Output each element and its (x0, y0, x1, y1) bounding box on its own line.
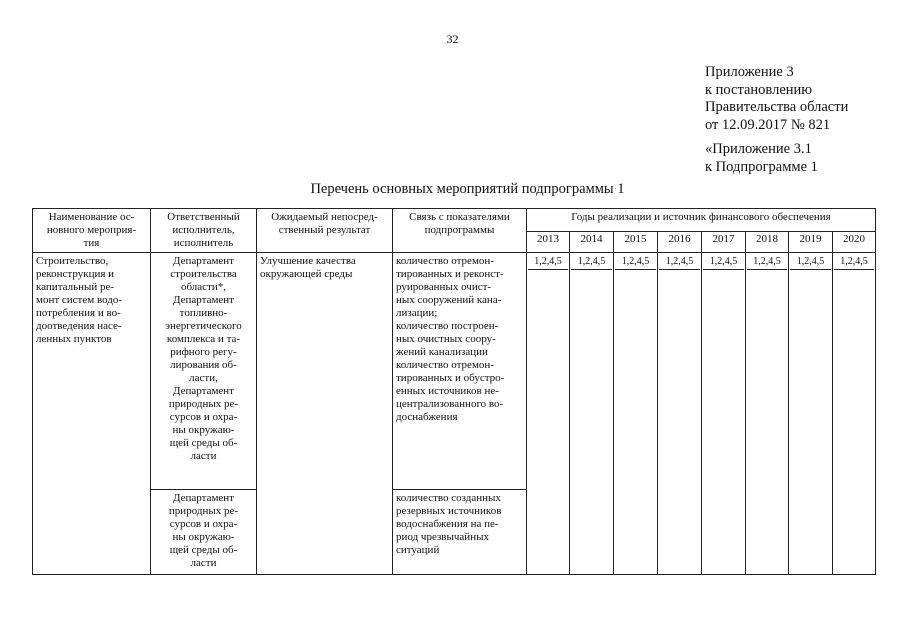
responsible-cell: Департамент природных ре- сурсов и охра- ны окружаю- щей среды об- ласти (151, 490, 257, 575)
header-link: Связь с показателями подпрограммы (393, 209, 527, 253)
appendix-line: Правительства области (705, 99, 849, 115)
appendix-sub-line: к Подпрограмме 1 (705, 158, 818, 175)
year-value: 1,2,4,5 (747, 255, 787, 270)
header-row-1 (33, 209, 876, 232)
appendix-line: к постановлению (705, 81, 813, 98)
year-value-cell (702, 253, 746, 575)
indicator-link-cell: количество отремон- тированных и реконст- руированных очист- ных сооружений кана- лизации; количество построен- ных очистных соору- жений канализации количество отремон- тированных и обустро- енных источников не- централизованного во- доснабжения (393, 253, 527, 490)
year-value: 1,2,4,5 (659, 255, 700, 270)
responsible-cell: Департамент строительства области*, Департамент топливно- энергетического комплекса и та- рифного регу- лирования об- ласти, Департамент природных ре- сурсов и охра- ны окружаю- щей среды об- ласти (151, 253, 257, 490)
year-value-cell (833, 253, 876, 575)
appendix-line: Приложение 3 (705, 64, 794, 80)
year-value-cell (570, 253, 614, 575)
indicator-link-cell: количество созданных резервных источников водоснабжения на пе- риод чрезвычайных ситуаций (393, 490, 527, 575)
year-value: 1,2,4,5 (615, 255, 656, 270)
appendix-block (705, 64, 848, 134)
year-value-cell (658, 253, 702, 575)
header-year: 2020 (833, 231, 876, 252)
page-number: 32 (446, 32, 459, 46)
year-value-cell (527, 253, 570, 575)
appendix-line: от 12.09.2017 № 821 (705, 116, 831, 133)
header-years-group: Годы реализации и источник финансового обеспечения (527, 209, 876, 232)
appendix-sub-block (705, 141, 818, 176)
year-value-cell (789, 253, 833, 575)
table-row (33, 253, 876, 490)
appendix-sub-line: «Приложение 3.1 (705, 141, 812, 157)
year-value-cell (746, 253, 789, 575)
header-year: 2018 (746, 231, 789, 252)
year-value: 1,2,4,5 (834, 255, 874, 270)
activity-name-cell: Строительство, реконструкция и капитальный ре- монт систем водо- потребления и во- доотведения насе- ленных пунктов (33, 253, 151, 575)
document-title: Перечень основных мероприятий подпрограммы 1 (310, 181, 625, 197)
year-value-cell (614, 253, 658, 575)
header-year: 2016 (658, 231, 702, 252)
header-year: 2015 (614, 231, 658, 252)
header-year: 2019 (789, 231, 833, 252)
header-year: 2014 (570, 231, 614, 252)
year-value: 1,2,4,5 (790, 255, 831, 270)
header-responsible: Ответственный исполнитель, исполнитель (151, 209, 257, 253)
year-value: 1,2,4,5 (528, 255, 568, 270)
header-year: 2013 (527, 231, 570, 252)
year-value: 1,2,4,5 (571, 255, 612, 270)
year-value: 1,2,4,5 (703, 255, 744, 270)
header-result: Ожидаемый непосред- ственный результат (257, 209, 393, 253)
header-year: 2017 (702, 231, 746, 252)
activities-table (32, 208, 876, 575)
result-cell: Улучшение качества окружающей среды (257, 253, 393, 575)
header-name: Наименование ос- новного мероприя- тия (33, 209, 151, 253)
